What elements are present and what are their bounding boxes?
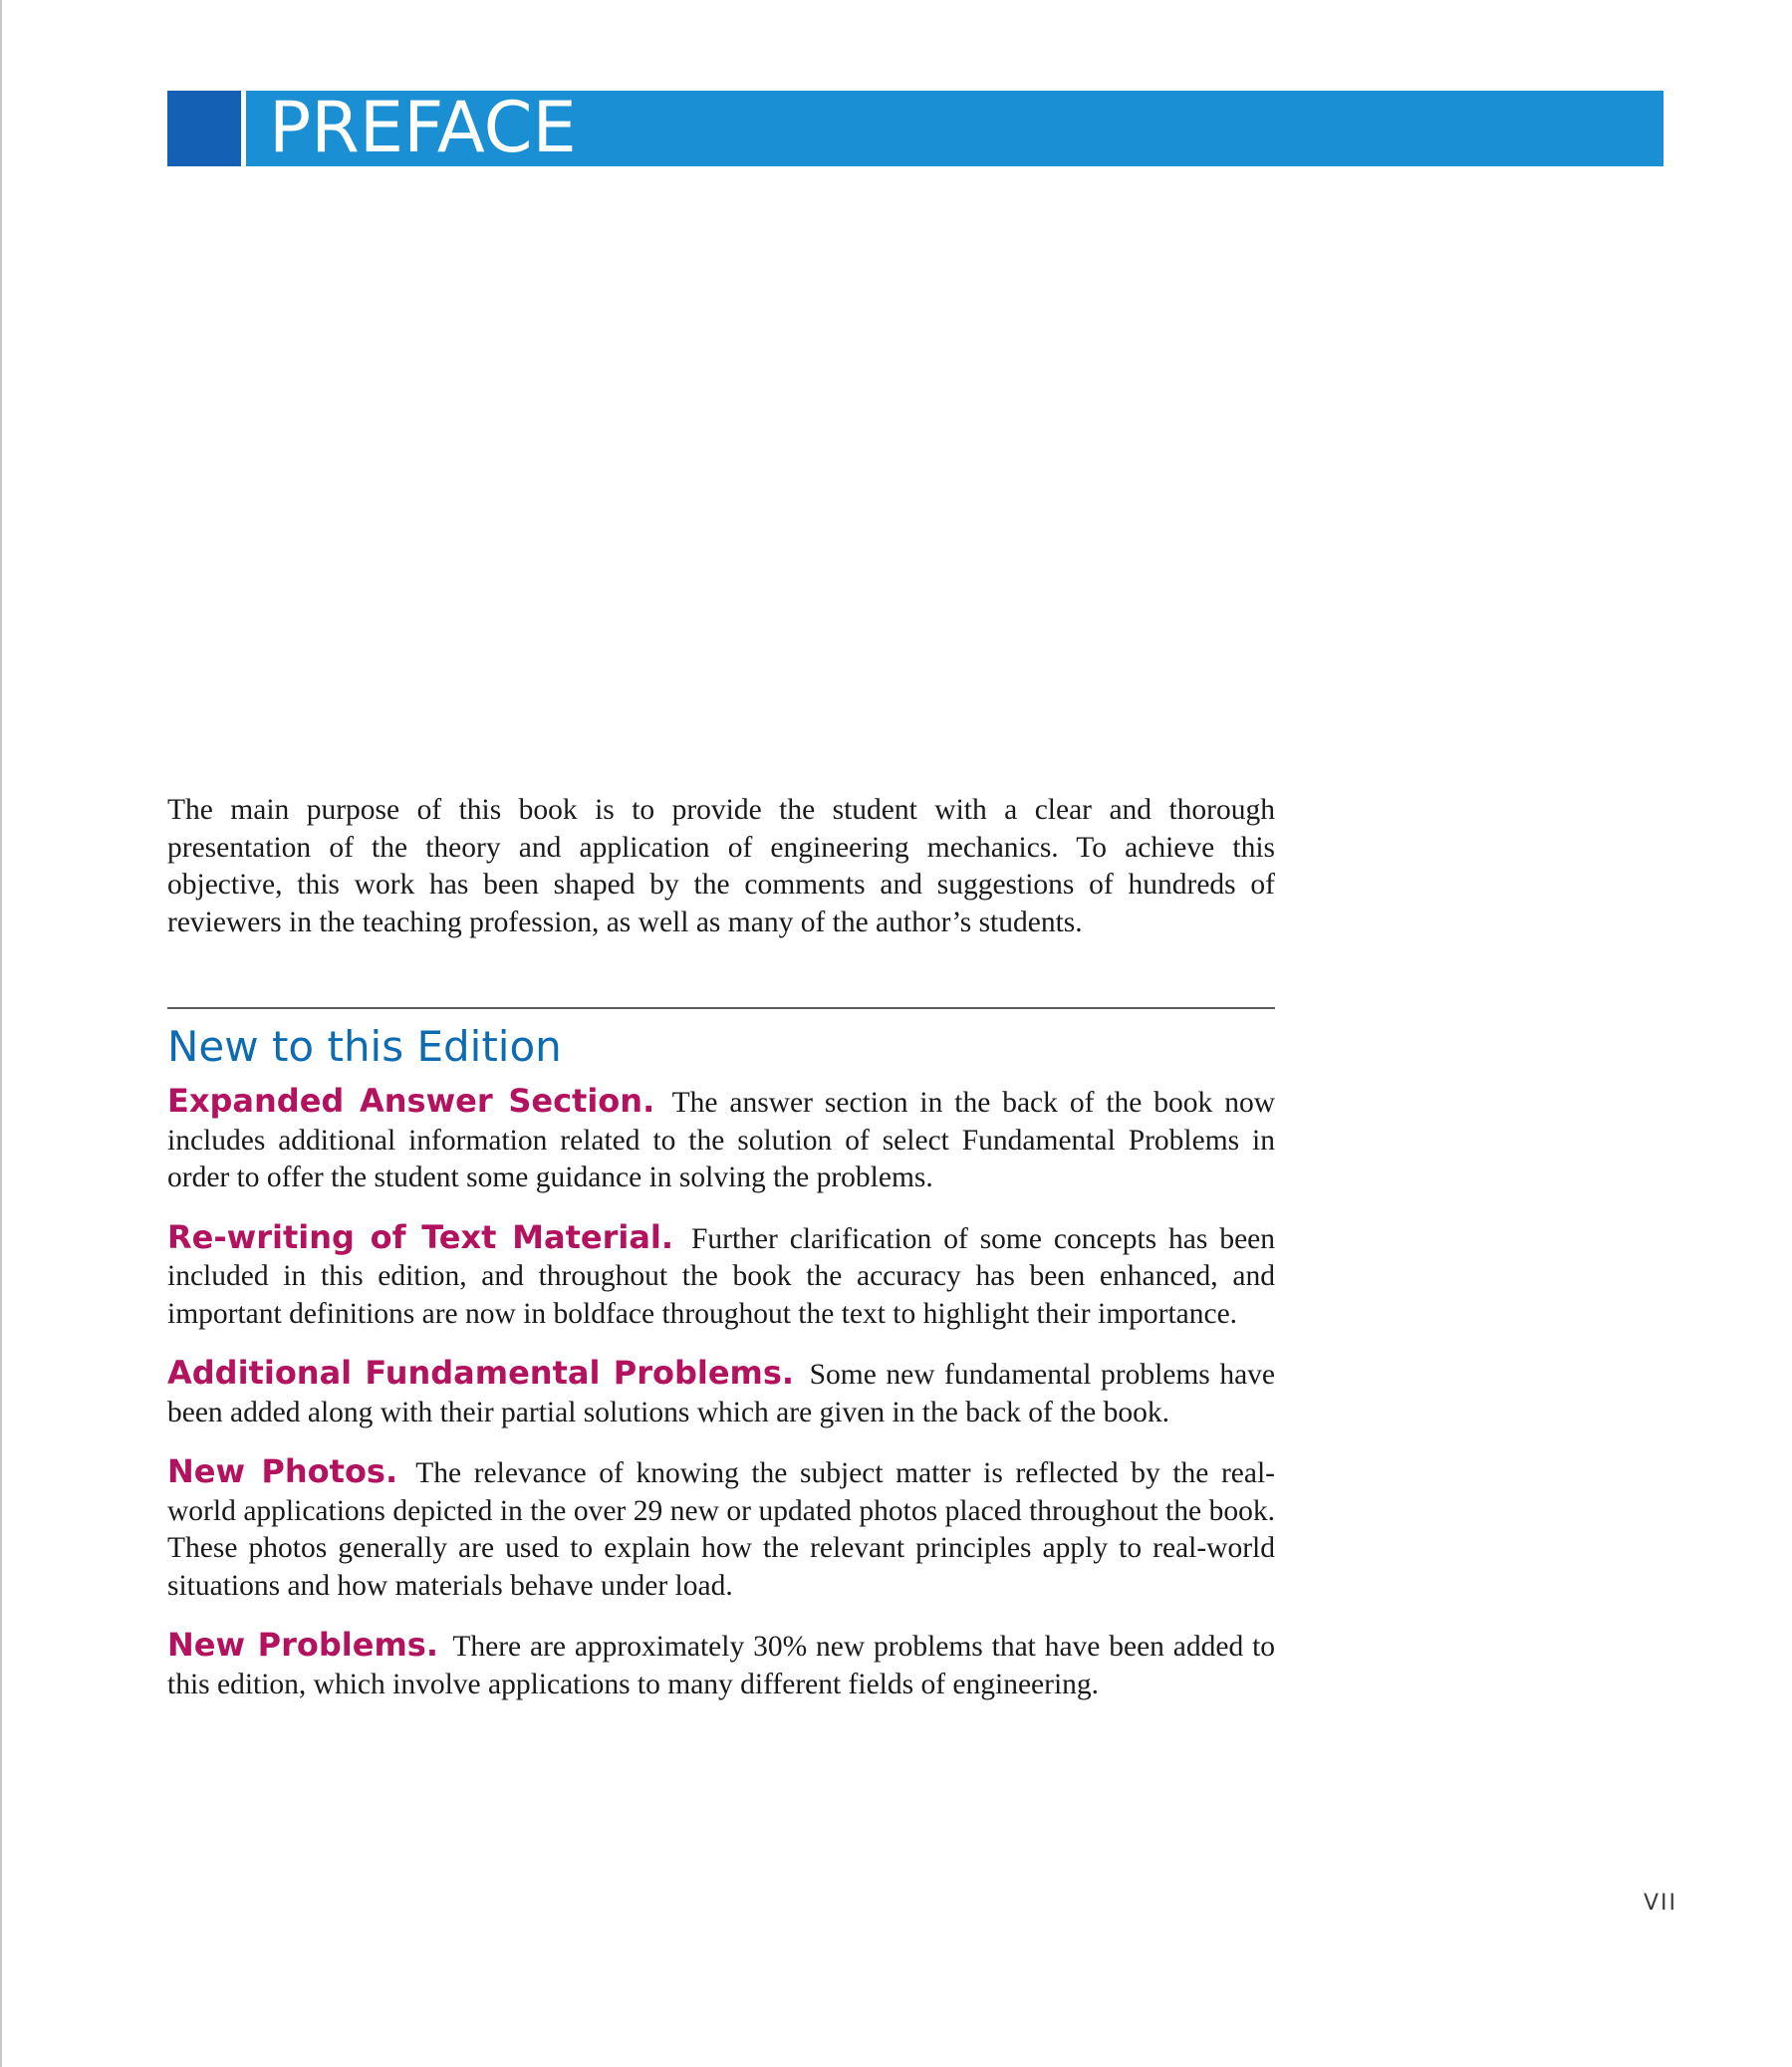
item-additional-fundamental-problems: [167, 1355, 1275, 1431]
item-text: The answer section in the back of the book now includes additional information related to the solution of select Fundamental Problems in order to offer the student some guidance in solving the problems.: [167, 1087, 1276, 1193]
section-heading: New to this Edition: [167, 1022, 562, 1071]
item-text: The relevance of knowing the subject matter is reflected by the real-world applications depicted in the over 29 new or updated photos placed throughout the book. These photos generally are used to explain how the relevant principles apply to real-world situations and how materials behave under load.: [167, 1457, 1276, 1602]
item-title: New Problems.: [167, 1626, 439, 1664]
item-expanded-answer-section: [167, 1083, 1275, 1197]
item-title: Re-writing of Text Material.: [167, 1217, 674, 1256]
intro-paragraph: The main purpose of this book is to provide the student with a clear and thorough presentation of the theory and application of engineering mechanics. To achieve this objective, this work has been shaped by the comments and suggestions of hundreds of reviewers in the teaching profession, as well as many of the author’s students.: [167, 794, 1275, 938]
item-title: New Photos.: [167, 1452, 398, 1490]
page-number: VII: [1644, 1891, 1678, 1916]
page-edge: [0, 0, 2, 2067]
page-title: PREFACE: [269, 87, 577, 168]
item-new-problems: [167, 1627, 1275, 1703]
header-separator: [241, 91, 246, 166]
header-accent-block: [167, 91, 241, 166]
section-divider: [167, 1007, 1275, 1009]
item-title: Additional Fundamental Problems.: [167, 1354, 795, 1392]
item-new-photos: [167, 1453, 1275, 1605]
item-text: Some new fundamental problems have been added along with their partial solutions which are given in the back of the book.: [167, 1359, 1276, 1428]
preface-content: [167, 792, 1275, 1725]
item-rewriting-text-material: [167, 1219, 1275, 1334]
item-title: Expanded Answer Section.: [167, 1082, 655, 1120]
item-text: There are approximately 30% new problems that have been added to this edition, which involve applications to many different fields of engineering.: [167, 1631, 1276, 1700]
item-text: Further clarification of some concepts has been included in this edition, and throughout the book the accuracy has been enhanced, and important definitions are now in boldface throughout the text to highlight their importance.: [167, 1222, 1275, 1330]
